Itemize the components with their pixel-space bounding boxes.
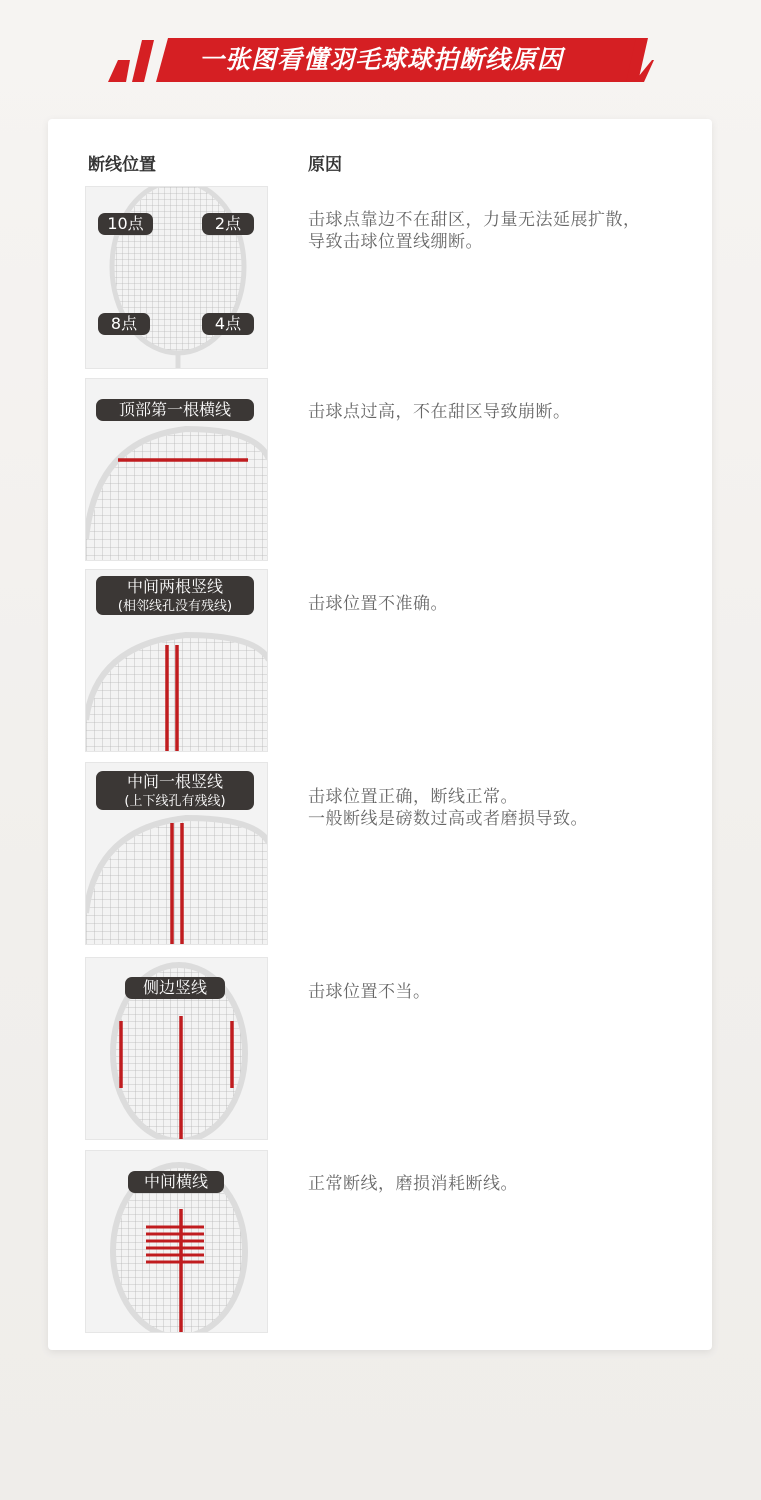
reason-row-4 <box>308 786 698 830</box>
label-two-mains <box>96 576 254 615</box>
label-8-oclock: 8点 <box>98 313 150 335</box>
label-two-mains-sub: (相邻线孔没有残线) <box>117 599 233 614</box>
reason-row-6 <box>308 1173 698 1195</box>
racket-image-one-main <box>85 762 268 945</box>
reason-line: 击球点过高，不在甜区导致崩断。 <box>308 402 571 422</box>
racket-image-corners <box>85 186 268 369</box>
title-banner <box>108 38 654 82</box>
reason-row-1 <box>308 209 698 253</box>
reason-line: 击球点靠边不在甜区，力量无法延展扩散， <box>308 210 641 230</box>
label-top-cross: 顶部第一根横线 <box>96 399 254 421</box>
reason-line: 击球位置不当。 <box>308 982 431 1002</box>
reason-line: 正常断线，磨损消耗断线。 <box>308 1174 518 1194</box>
reason-row-2 <box>308 401 698 423</box>
racket-image-center-cross <box>85 1150 268 1333</box>
column-header-position: 断线位置 <box>88 155 156 175</box>
label-two-mains-title: 中间两根竖线 <box>126 577 223 596</box>
reason-line: 一般断线是磅数过高或者磨损导致。 <box>308 809 588 829</box>
reason-line: 导致击球位置线绷断。 <box>308 232 483 252</box>
reason-line: 击球位置正确，断线正常。 <box>308 787 518 807</box>
reason-row-3 <box>308 593 698 615</box>
banner-title: 一张图看懂羽毛球球拍断线原因 <box>198 45 563 74</box>
label-center-cross: 中间横线 <box>128 1171 224 1193</box>
label-one-main <box>96 771 254 810</box>
reason-line: 击球位置不准确。 <box>308 594 448 614</box>
label-one-main-sub: (上下线孔有残线) <box>124 794 226 809</box>
reason-row-5 <box>308 981 698 1003</box>
racket-image-top-cross <box>85 378 268 561</box>
label-4-oclock: 4点 <box>202 313 254 335</box>
racket-image-two-mains <box>85 569 268 752</box>
label-side-mains: 侧边竖线 <box>125 977 225 999</box>
column-header-reason: 原因 <box>308 155 342 175</box>
racket-image-side-mains <box>85 957 268 1140</box>
label-2-oclock: 2点 <box>202 213 254 235</box>
label-10-oclock: 10点 <box>98 213 153 235</box>
label-one-main-title: 中间一根竖线 <box>126 772 223 791</box>
